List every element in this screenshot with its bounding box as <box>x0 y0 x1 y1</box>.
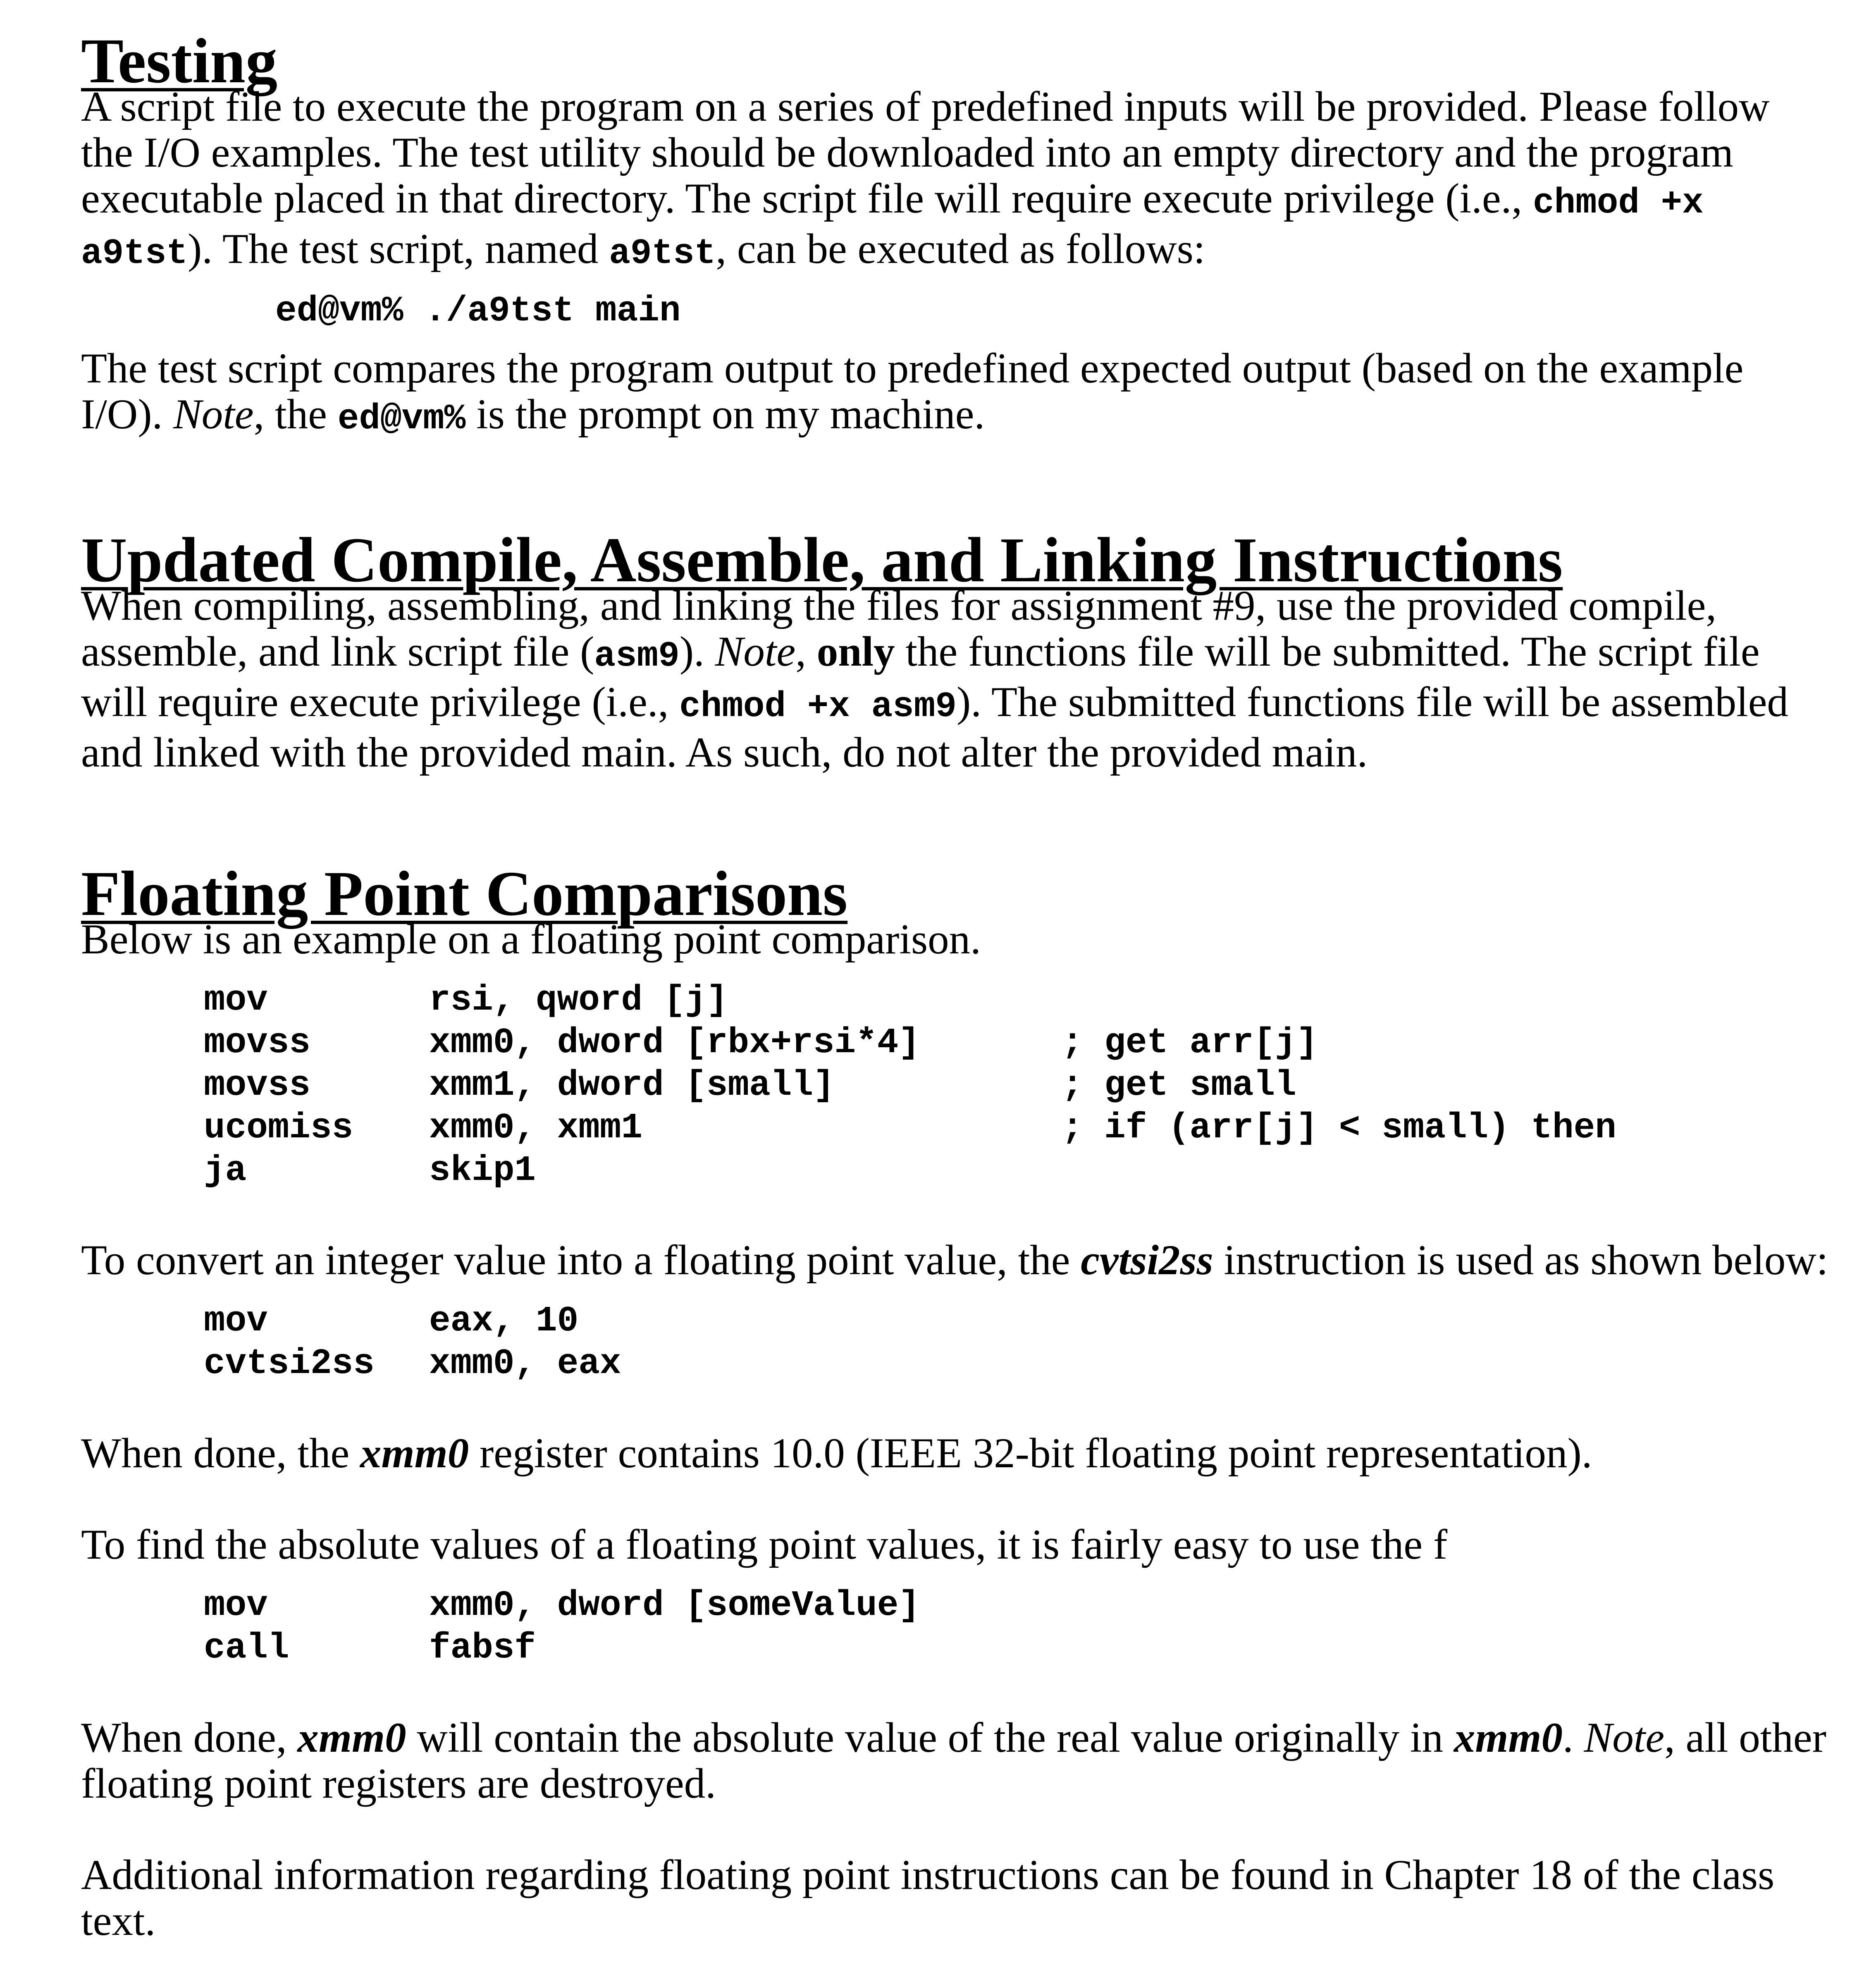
done2-note-label: Note <box>1584 1714 1665 1761</box>
compile-text-b: ). <box>679 628 715 675</box>
testing-text-c: , can be executed as follows: <box>716 225 1205 272</box>
code-args: xmm0, xmm1 <box>429 1108 643 1148</box>
code-op: mov <box>204 1585 268 1626</box>
compile-text-c: , <box>795 628 817 675</box>
code-comment: ; get small <box>1062 1065 1296 1106</box>
code-op: call <box>204 1628 289 1668</box>
done2-text-d: , all other floating point registers are destroyed. <box>81 1714 1826 1807</box>
chmod-a9tst-code: chmod +x a9tst <box>81 183 1704 274</box>
testing-note-text-a: The test script compares the program output to predefined expected output (based on the example I/O). <box>81 345 1744 438</box>
testing-text-a: A script file to execute the program on a series of predefined inputs will be provided. Please follow the I/O examples. The test utility should be downloaded into an empty directory and the program executable placed in that directory. The script file will require execute privilege (i.e., <box>81 83 1770 222</box>
code-args: rsi, qword [j] <box>429 980 728 1020</box>
testing-note-paragraph <box>81 346 1830 442</box>
code-args: xmm0, eax <box>429 1343 621 1384</box>
code-line <box>204 1300 1830 1342</box>
code-op: mov <box>204 1301 268 1341</box>
done1-text-a: When done, the <box>81 1430 360 1477</box>
code-op: cvtsi2ss <box>204 1343 375 1384</box>
code-line <box>204 1022 1830 1064</box>
code-line <box>204 1584 1830 1627</box>
code-args: fabsf <box>429 1628 536 1668</box>
absolute-value-paragraph: To find the absolute values of a floating point values, it is fairly easy to use the f <box>81 1521 1448 1568</box>
comparison-code-block <box>204 979 1830 1192</box>
code-line <box>204 1342 1830 1385</box>
code-args: eax, 10 <box>429 1301 579 1341</box>
testing-note-text-b: , the <box>253 391 338 438</box>
convert-text-b: instruction is used as shown below: <box>1213 1237 1828 1284</box>
code-op: ja <box>204 1150 247 1191</box>
code-args: skip1 <box>429 1150 536 1191</box>
testing-heading: Testing <box>81 26 278 96</box>
done-absolute-paragraph <box>81 1715 1830 1807</box>
prompt-code: ed@vm% <box>337 399 466 439</box>
code-comment: ; if (arr[j] < small) then <box>1062 1108 1616 1148</box>
code-op: ucomiss <box>204 1108 353 1148</box>
xmm0-register: xmm0 <box>360 1430 469 1477</box>
additional-info-paragraph: Additional information regarding floating point instructions can be found in Chapter 18 of the class text. <box>81 1851 1775 1944</box>
code-line <box>204 1107 1830 1149</box>
code-line <box>204 1149 1830 1192</box>
done2-text-b: will contain the absolute value of the real value originally in <box>406 1714 1454 1761</box>
done-register-paragraph <box>81 1430 1830 1476</box>
chmod-asm9-code: chmod +x asm9 <box>679 686 957 727</box>
done1-text-b: register contains 10.0 (IEEE 32-bit floating point representation). <box>469 1430 1592 1477</box>
convert-text-a: To convert an integer value into a floating point value, the <box>81 1237 1081 1284</box>
floating-intro: Below is an example on a floating point comparison. <box>81 916 981 963</box>
fabsf-code-block <box>204 1584 1830 1669</box>
xmm0-register: xmm0 <box>1454 1714 1563 1761</box>
testing-paragraph <box>81 84 1830 277</box>
cvtsi2ss-instruction: cvtsi2ss <box>1081 1237 1213 1284</box>
done2-text-c: . <box>1563 1714 1584 1761</box>
compile-text-d: the functions file will be submitted. The script file will require execute privilege (i.e., <box>81 628 1760 726</box>
code-args: xmm0, dword [rbx+rsi*4] <box>429 1022 920 1063</box>
testing-text-b: ). The test script, named <box>188 225 609 272</box>
compile-text-a: When compiling, assembling, and linking the files for assignment #9, use the provided compile, assemble, and link script file ( <box>81 582 1717 675</box>
a9tst-code: a9tst <box>609 233 716 274</box>
xmm0-register: xmm0 <box>297 1714 406 1761</box>
code-line <box>204 1064 1830 1107</box>
testing-note-text-c: is the prompt on my machine. <box>465 391 985 438</box>
convert-code-block <box>204 1300 1830 1385</box>
testing-note-label: Note <box>173 391 254 438</box>
compile-paragraph <box>81 583 1830 776</box>
floating-heading: Floating Point Comparisons <box>81 858 848 929</box>
code-op: mov <box>204 980 268 1020</box>
code-line <box>204 979 1830 1022</box>
done2-text-a: When done, <box>81 1714 298 1761</box>
document-page <box>81 26 1830 1944</box>
test-command: ed@vm% ./a9tst main <box>275 291 681 331</box>
code-line <box>204 1627 1830 1669</box>
compile-text-e: ). The submitted functions file will be assembled and linked with the provided main. As such, do not alter the provided main. <box>81 678 1788 776</box>
convert-paragraph <box>81 1237 1830 1283</box>
code-args: xmm0, dword [someValue] <box>429 1585 920 1626</box>
code-args: xmm1, dword [small] <box>429 1065 835 1106</box>
compile-note-label: Note <box>715 628 796 675</box>
compile-only-text: only <box>816 628 895 675</box>
code-op: movss <box>204 1022 311 1063</box>
code-comment: ; get arr[j] <box>1062 1022 1318 1063</box>
compile-heading: Updated Compile, Assemble, and Linking Instructions <box>81 525 1563 595</box>
asm9-code: asm9 <box>594 636 680 676</box>
code-op: movss <box>204 1065 311 1106</box>
